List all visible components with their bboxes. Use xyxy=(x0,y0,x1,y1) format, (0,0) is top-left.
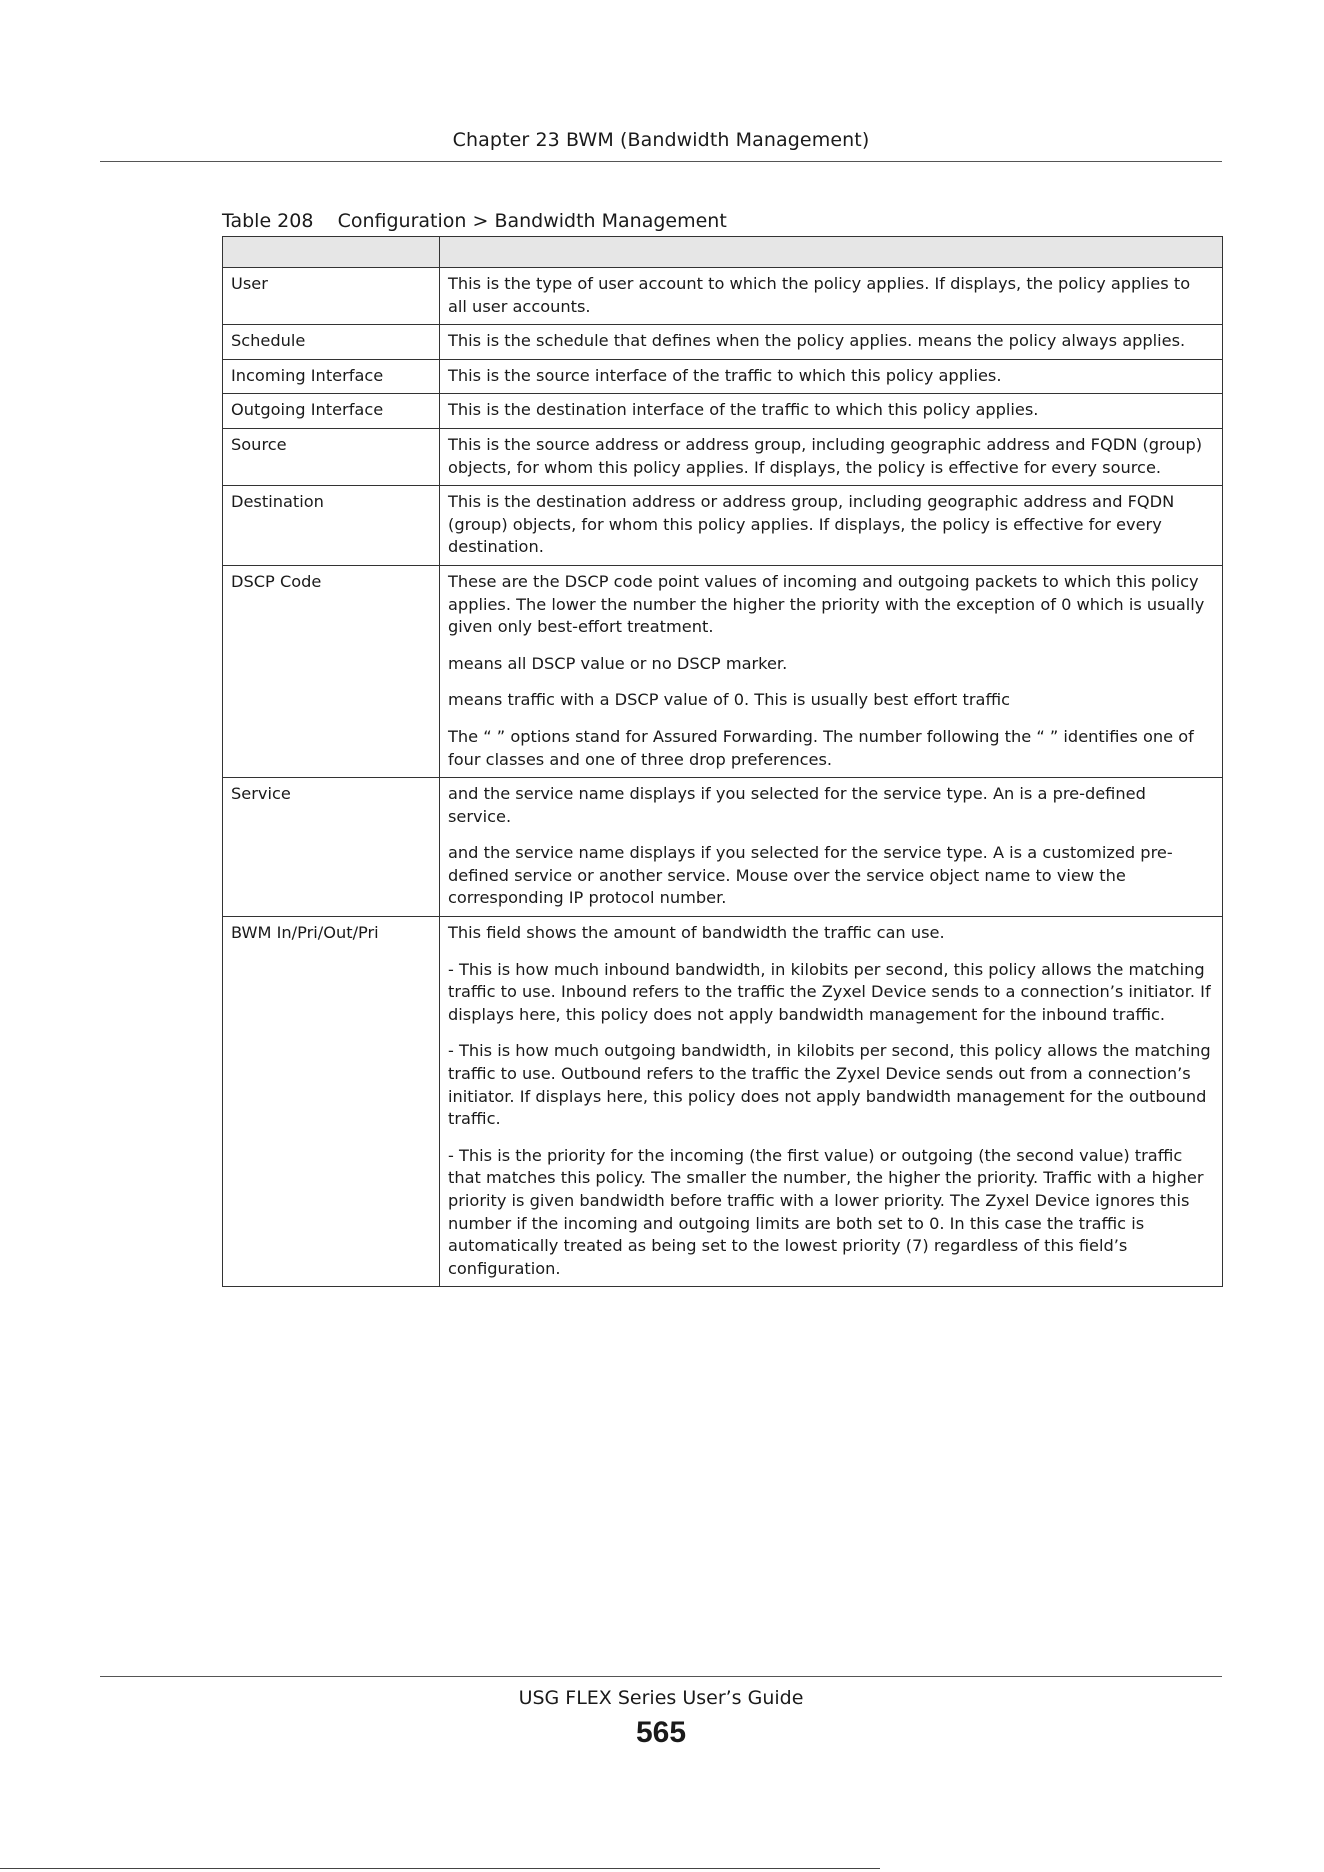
table-row xyxy=(223,359,1223,394)
table-row xyxy=(223,325,1223,360)
field-description xyxy=(440,565,1223,777)
description-paragraph: - This is how much outgoing bandwidth, in kilobits per second, this policy allows the matching traffic to use. Outbound refers to the traffic the Zyxel Device sends out from a connection’s initiator. If displays here, this policy does not apply bandwidth management for the outbound traffic. xyxy=(448,1041,1211,1129)
field-label: Schedule xyxy=(223,325,440,360)
field-description xyxy=(440,359,1223,394)
field-label: BWM In/Pri/Out/Pri xyxy=(223,917,440,1287)
description-paragraph: and the service name displays if you selected for the service type. An is a pre-defined service. xyxy=(448,784,1146,826)
table-body xyxy=(223,268,1223,1287)
description-paragraph: - This is how much inbound bandwidth, in kilobits per second, this policy allows the matching traffic to use. Inbound refers to the traffic the Zyxel Device sends to a connection’s initiator. If displays here, this policy does not apply bandwidth management for the inbound traffic. xyxy=(448,959,1211,1024)
field-label: Outgoing Interface xyxy=(223,394,440,429)
guide-title: USG FLEX Series User’s Guide xyxy=(518,1687,804,1709)
description-paragraph: This is the source interface of the traffic to which this policy applies. xyxy=(448,365,1002,385)
field-description xyxy=(440,778,1223,917)
chapter-header xyxy=(100,128,1222,162)
description-paragraph: means traffic with a DSCP value of 0. This is usually best effort traffic xyxy=(448,690,1010,710)
table-header-row xyxy=(223,237,1223,268)
table-row xyxy=(223,917,1223,1287)
table-row xyxy=(223,486,1223,566)
description-column-header xyxy=(440,237,1223,268)
field-description xyxy=(440,428,1223,485)
description-paragraph: This is the destination address or address group, including geographic address and FQDN (group) objects, for whom this policy applies. If displays, the policy is effective for every destination. xyxy=(448,492,1175,557)
field-description xyxy=(440,917,1223,1287)
description-paragraph: This is the destination interface of the traffic to which this policy applies. xyxy=(448,400,1039,420)
field-label: DSCP Code xyxy=(223,565,440,777)
field-description-table xyxy=(222,236,1223,1287)
field-description xyxy=(440,486,1223,566)
description-paragraph: This is the schedule that defines when the policy applies. means the policy always applies. xyxy=(448,331,1186,351)
field-label: Service xyxy=(223,778,440,917)
page-number: 565 xyxy=(635,1716,687,1749)
chapter-title: Chapter 23 BWM (Bandwidth Management) xyxy=(452,129,870,151)
table-row xyxy=(223,778,1223,917)
bottom-divider xyxy=(0,1868,880,1869)
field-description xyxy=(440,268,1223,325)
label-column-header xyxy=(223,237,440,268)
description-paragraph: and the service name displays if you selected for the service type. A is a customized pre-defined service or another service. Mouse over the service object name to view the corresponding IP protocol number. xyxy=(448,843,1173,908)
table-caption: Table 208 Configuration > Bandwidth Management xyxy=(222,210,727,232)
description-paragraph: This field shows the amount of bandwidth the traffic can use. xyxy=(448,923,945,943)
table-row xyxy=(223,268,1223,325)
description-paragraph: The “ ” options stand for Assured Forwarding. The number following the “ ” identifies one of four classes and one of three drop preferences. xyxy=(448,726,1194,769)
description-paragraph: - This is the priority for the incoming (the first value) or outgoing (the second value) traffic that matches this policy. The smaller the number, the higher the priority. Traffic with a higher priority is given bandwidth before traffic with a lower priority. The Zyxel Device ignores this number if the incoming and outgoing limits are both set to 0. In this case the traffic is automatically treated as being set to the lowest priority (7) regardless of this field’s configuration. xyxy=(448,1145,1204,1278)
description-paragraph: This is the source address or address group, including geographic address and FQDN (group) objects, for whom this policy applies. If displays, the policy is effective for every source. xyxy=(448,434,1203,477)
field-description xyxy=(440,325,1223,360)
field-description xyxy=(440,394,1223,429)
description-paragraph: This is the type of user account to which the policy applies. If displays, the policy applies to all user accounts. xyxy=(448,274,1191,316)
description-paragraph: These are the DSCP code point values of incoming and outgoing packets to which this policy applies. The lower the number the higher the priority with the exception of 0 which is usually given only best-effort treatment. xyxy=(448,571,1205,637)
description-paragraph: means all DSCP value or no DSCP marker. xyxy=(448,653,788,673)
table-row xyxy=(223,394,1223,429)
field-label: Destination xyxy=(223,486,440,566)
table-row xyxy=(223,565,1223,777)
field-label: User xyxy=(223,268,440,325)
field-label: Incoming Interface xyxy=(223,359,440,394)
page-footer xyxy=(100,1676,1222,1750)
field-label: Source xyxy=(223,428,440,485)
table-row xyxy=(223,428,1223,485)
